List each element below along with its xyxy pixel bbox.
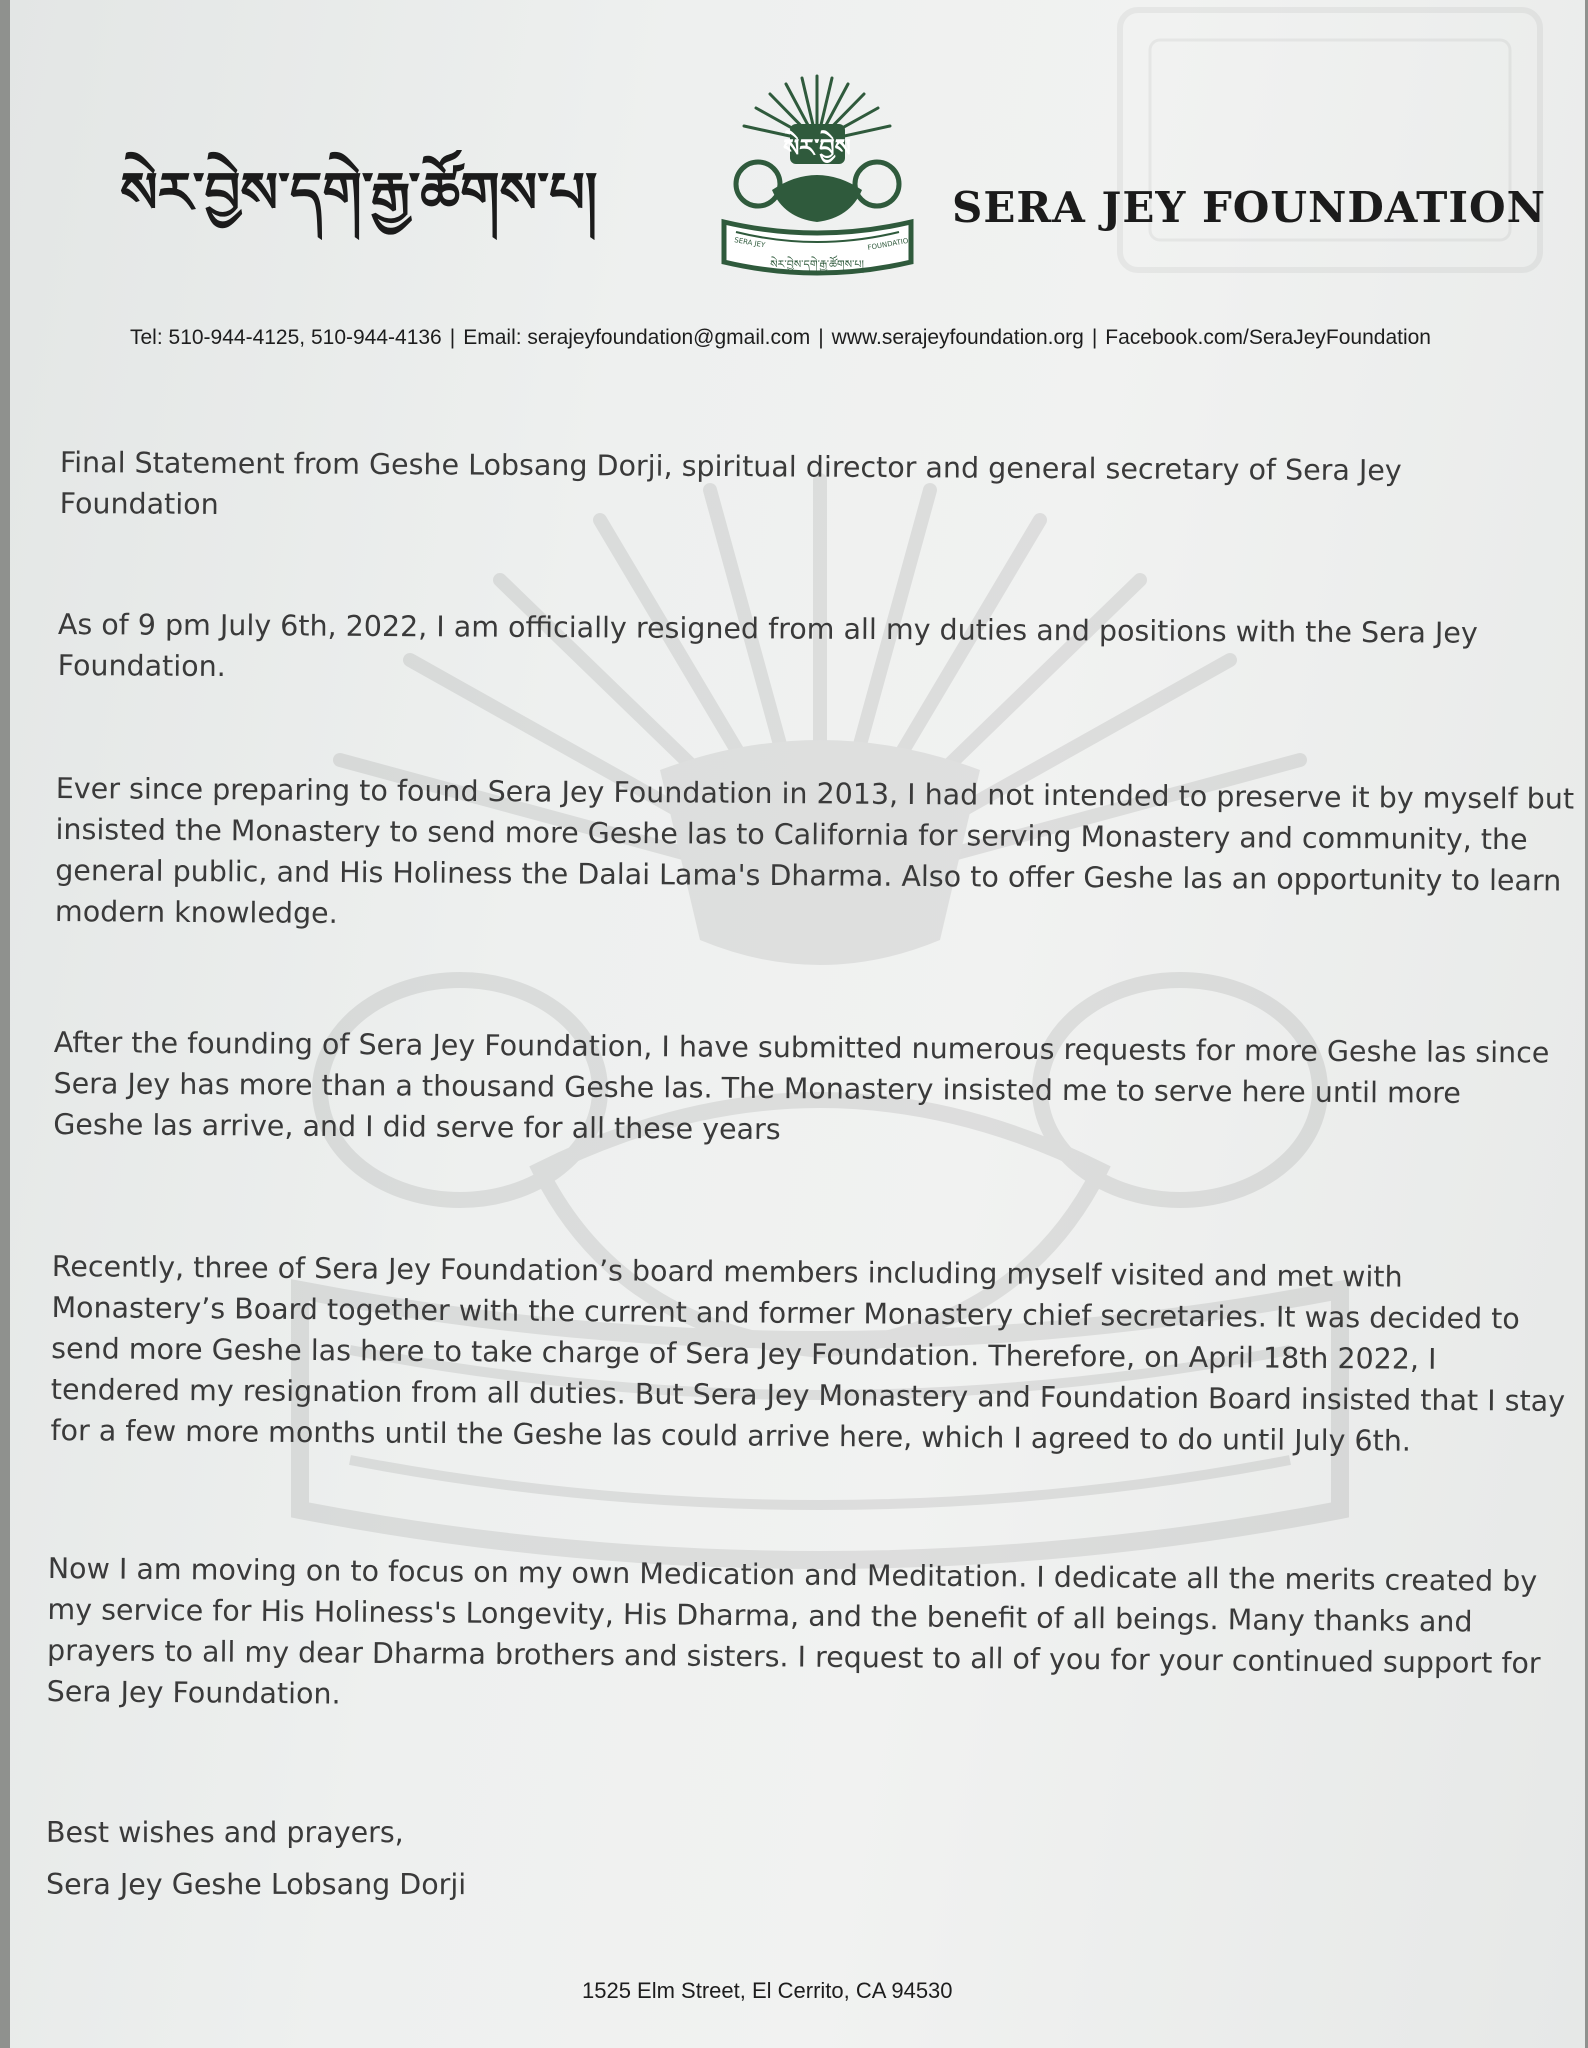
footer-address: 1525 Elm Street, El Cerrito, CA 94530 [582, 1978, 953, 2003]
signature: Sera Jey Geshe Lobsang Dorji [46, 1868, 467, 1901]
contact-separator: | [449, 326, 456, 349]
resignation-paragraph: As of 9 pm July 6th, 2022, I am officially resigned from all my duties and positions with the Sera Jey Foundation. [57, 607, 1478, 684]
stamp-ghost-watermark [1090, 0, 1570, 300]
tibetan-org-name [120, 150, 680, 240]
contact-tel: Tel: 510-944-4125, 510-944-4136 [130, 326, 442, 349]
logo-band-bottom: སེར་བྱེས་དགེ་རྒྱ་ཚོགས་པ། [770, 258, 864, 271]
contact-line [130, 326, 1510, 350]
founding-paragraph: Ever since preparing to found Sera Jey Foundation in 2013, I had not intended to preserve it by myself but insisted the Monastery to send more Geshe las to California for serving Monastery and community, the general public, and His Holiness the Dalai Lama's Dharma. Also to offer Geshe las an opportunity to learn modern knowledge. [54, 771, 1575, 930]
left-conch-icon [736, 162, 780, 206]
contact-separator: | [1091, 326, 1098, 349]
logo-band-right: FOUNDATION [866, 236, 915, 252]
foundation-logo [710, 72, 925, 287]
logo-band-left: SERA JEY [733, 236, 766, 250]
letter-sheet [10, 0, 1585, 2048]
requests-paragraph: After the founding of Sera Jey Foundation, I have submitted numerous requests for more Geshe las since Sera Jey has more than a thousand Geshe las. The Monastery insisted me to serve here until more Geshe las arrive, and I did serve for all these years [53, 1025, 1550, 1147]
right-conch-icon [855, 162, 899, 206]
tibetan-name-text: སེར་བྱེས་དགེ་རྒྱ་ཚོགས་པ། [120, 161, 598, 226]
contact-separator: | [818, 326, 824, 349]
dedication-paragraph: Now I am moving on to focus on my own Medication and Meditation. I dedicate all the merits created by my service for His Holiness's Longevity, His Dharma, and the benefit of all beings. Many thanks and prayers to all my dear Dharma brothers and sisters. I request to all of you for your continued support for Sera Jey Foundation. [46, 1551, 1541, 1711]
board-decision-paragraph: Recently, three of Sera Jey Foundation’s board members including myself visited and met with Monastery’s Board together with the current and former Monastery chief secretaries. It was decided to send more Geshe las here to take charge of Sera Jey Foundation. Therefore, on April 18th 2022, I tendered my resignation from all duties. But Sera Jey Monastery and Foundation Board insisted that I stay for a few more months until the Geshe las could arrive here, which I agreed to do until July 6th. [50, 1249, 1566, 1458]
contact-website: www.serajeyfoundation.org [831, 326, 1084, 349]
org-name: SERA JEY FOUNDATION [952, 183, 1546, 232]
statement-title-paragraph: Final Statement from Geshe Lobsang Dorji, spiritual director and general secretary of Sera Jey Foundation [59, 445, 1402, 521]
contact-email: Email: serajeyfoundation@gmail.com [463, 326, 811, 349]
contact-facebook: Facebook.com/SeraJeyFoundation [1105, 326, 1431, 349]
lotus-icon [772, 175, 862, 222]
closing: Best wishes and prayers, [46, 1816, 404, 1849]
seed-syllable: སེར་བྱེས [783, 134, 851, 162]
